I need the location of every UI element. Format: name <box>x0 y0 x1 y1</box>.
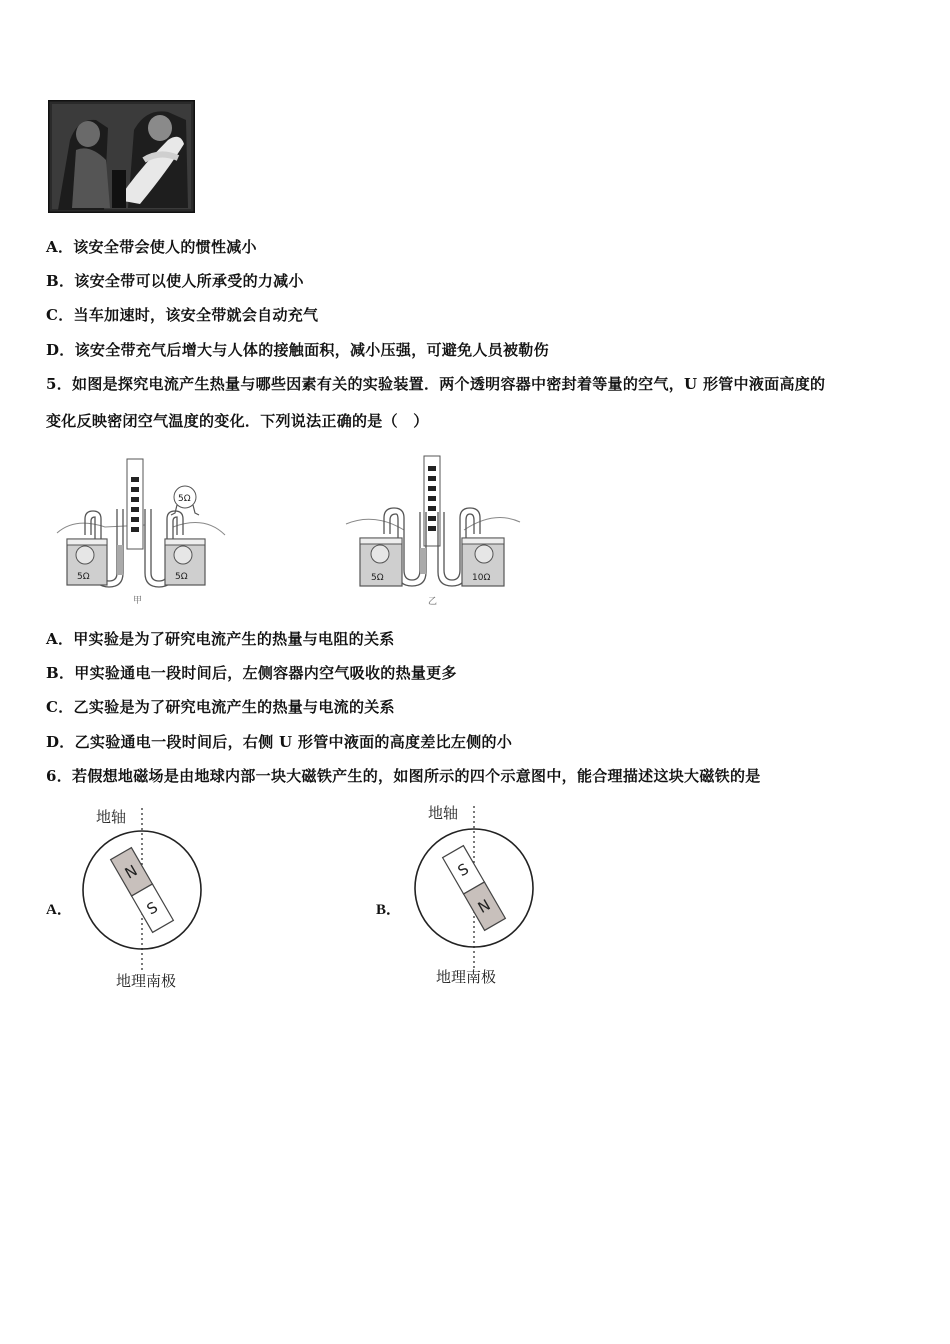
yi-right-resistor-label: 10Ω <box>472 573 491 583</box>
q4-option-c: C．当车加速时，该安全带就会自动充气 <box>46 306 319 324</box>
q6-stem: 6．若假想地磁场是由地球内部一块大磁铁产生的，如图所示的四个示意图中，能合理描述这块大磁铁的是 <box>46 767 761 785</box>
yi-left-resistor-label: 5Ω <box>371 573 384 583</box>
b-pole-bottom: N <box>474 895 494 917</box>
airbag-seatbelt-photo <box>48 100 195 213</box>
jia-left-resistor-label: 5Ω <box>77 572 90 582</box>
q4-option-b: B．该安全带可以使人所承受的力减小 <box>46 272 304 290</box>
a-axis-label: 地轴 <box>96 808 127 826</box>
b-pole-top: S <box>454 859 472 881</box>
a-pole-bottom: S <box>143 898 161 919</box>
q4-option-d: D．该安全带充气后增大与人体的接触面积，减小压强，可避免人员被勒伤 <box>46 341 549 359</box>
q5-option-d: D．乙实验通电一段时间后，右侧 U 形管中液面的高度差比左侧的小 <box>46 733 513 751</box>
q6-option-b-label: B． <box>376 902 402 918</box>
q5-option-b: B．甲实验通电一段时间后，左侧容器内空气吸收的热量更多 <box>46 664 457 682</box>
jia-right-resistor-label: 5Ω <box>175 572 188 582</box>
q5-stem-line1: 5．如图是探究电流产生热量与哪些因素有关的实验装置．两个透明容器中密封着等量的空气，U 形管中液面高度的 <box>46 375 826 393</box>
q5-figure-jia <box>55 455 230 610</box>
jia-top-resistor-label: 5Ω <box>178 494 191 504</box>
q5-stem-line2: 变化反映密闭空气温度的变化．下列说法正确的是（ ） <box>46 412 429 430</box>
b-south-label: 地理南极 <box>436 968 497 986</box>
jia-caption: 甲 <box>133 596 143 606</box>
b-axis-label: 地轴 <box>428 804 459 822</box>
a-south-label: 地理南极 <box>116 972 177 990</box>
q4-option-a: A．该安全带会使人的惯性减小 <box>46 238 257 256</box>
q5-figure-yi <box>344 452 524 612</box>
q6-option-a-label: A． <box>46 902 72 918</box>
q6-option-b-figure <box>410 796 550 992</box>
yi-caption: 乙 <box>428 597 438 607</box>
a-pole-top: N <box>121 861 141 883</box>
q5-option-a: A．甲实验是为了研究电流产生的热量与电阻的关系 <box>46 630 395 648</box>
q6-option-a-figure <box>78 798 218 994</box>
q5-option-c: C．乙实验是为了研究电流产生的热量与电流的关系 <box>46 698 395 716</box>
